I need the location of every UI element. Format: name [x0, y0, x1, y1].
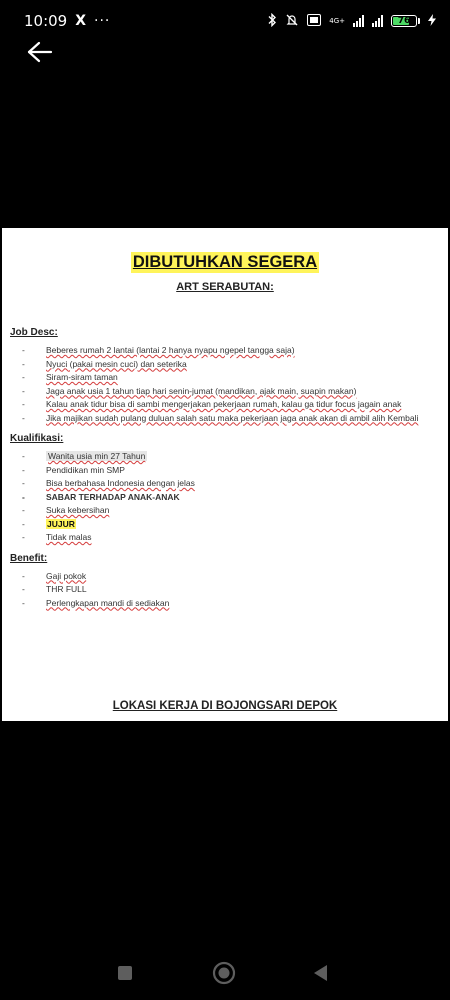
recents-square-icon — [117, 965, 133, 981]
job-posting-image[interactable] — [2, 228, 448, 721]
nav-bar — [0, 955, 450, 991]
kualifikasi-highlight: JUJUR — [47, 518, 75, 529]
job-desc-item: - Jika majikan sudah pulang duluan salah satu maka pekerjaan jaga anak akan di ambil alih Kembali — [16, 412, 434, 426]
signal-icon — [353, 15, 364, 27]
volte-icon — [307, 14, 321, 28]
battery-icon — [391, 15, 420, 27]
job-desc-heading: Job Desc: — [10, 327, 58, 338]
status-bar — [0, 0, 450, 42]
kualifikasi-item — [16, 450, 434, 464]
kualifikasi-list — [16, 450, 434, 545]
battery-level: 76 — [397, 16, 411, 26]
benefit-item: - Perlengkapan mandi di sediakan — [16, 597, 434, 611]
job-desc-item: - Siram-siram taman — [16, 371, 434, 385]
nav-back-button[interactable] — [303, 955, 339, 991]
signal-icon-secondary — [372, 15, 383, 27]
recents-button[interactable] — [107, 955, 143, 991]
arrow-left-icon — [27, 41, 53, 63]
kualifikasi-text: Wanita usia min 27 Tahun — [48, 451, 146, 461]
job-desc-list — [16, 344, 434, 425]
back-button[interactable] — [24, 36, 56, 68]
battery-tip — [418, 18, 420, 24]
kualifikasi-item: - Tidak malas — [16, 531, 434, 545]
battery-body — [391, 15, 417, 27]
status-left — [24, 12, 110, 30]
benefit-list — [16, 570, 434, 611]
work-location: LOKASI KERJA DI BOJONGSARI DEPOK — [112, 700, 338, 712]
benefit-heading: Benefit: — [10, 552, 48, 564]
kualifikasi-item: - Bisa berbahasa Indonesia dengan jelas — [16, 477, 434, 491]
benefit-item: - Gaji pokok — [16, 570, 434, 584]
kualifikasi-item: - Pendidikan min SMP — [16, 464, 434, 478]
doc-title-wrap — [16, 252, 434, 273]
home-button[interactable] — [206, 955, 242, 991]
doc-subtitle: ART SERABUTAN: — [176, 281, 274, 293]
mute-icon — [285, 13, 299, 29]
network-type-label: 4G+ — [329, 16, 345, 25]
kualifikasi-item — [16, 518, 434, 532]
kualifikasi-item: - Suka kebersihan — [16, 504, 434, 518]
bluetooth-icon — [267, 13, 277, 29]
job-desc-item: - Nyuci (pakai mesin cuci) dan seterika — [16, 358, 434, 372]
doc-title: DIBUTUHKAN SEGERA — [132, 253, 318, 271]
job-desc-item: - Beberes rumah 2 lantai (lantai 2 hanya nyapu ngepel tangga saja) — [16, 344, 434, 358]
more-notifications-icon: ··· — [94, 13, 111, 29]
job-desc-item: - Kalau anak tidur bisa di sambi mengerjakan pekerjaan rumah, kalau ga tidur focus jagain anak — [16, 398, 434, 412]
job-desc-item: - Jaga anak usia 1 tahun tiap hari senin-jumat (mandikan, ajak main, suapin makan) — [16, 385, 434, 399]
home-circle-icon — [212, 961, 236, 985]
status-right — [267, 13, 436, 29]
x-app-icon: X — [75, 13, 87, 29]
kualifikasi-heading: Kualifikasi: — [10, 433, 64, 444]
kualifikasi-item: - SABAR TERHADAP ANAK-ANAK — [16, 491, 434, 505]
benefit-item: - THR FULL — [16, 583, 434, 597]
charging-icon — [428, 14, 436, 29]
status-time: 10:09 — [24, 12, 68, 30]
back-triangle-icon — [313, 964, 329, 982]
